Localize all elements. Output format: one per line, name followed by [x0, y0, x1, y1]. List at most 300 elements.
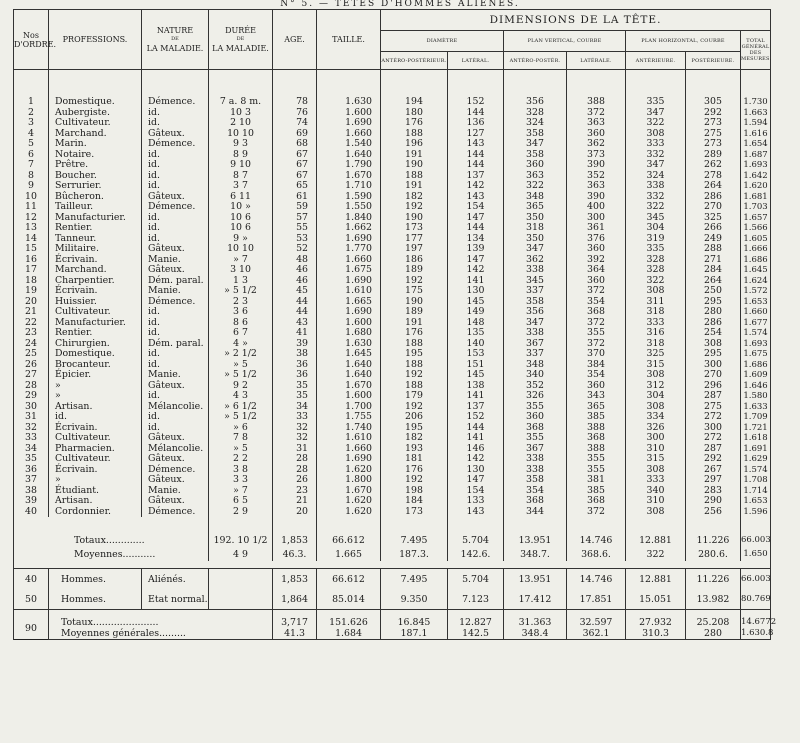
- table-cell: Démence.: [142, 465, 209, 476]
- table-cell: Démence.: [142, 297, 209, 308]
- table-cell: 1.566: [741, 223, 771, 234]
- table-cell: » 5: [209, 360, 273, 371]
- table-cell: 308: [626, 402, 686, 413]
- table-cell: 6 5: [209, 496, 273, 507]
- table-cell: 142: [448, 454, 504, 465]
- table-cell: 4: [14, 129, 49, 140]
- table-cell: » 6: [209, 423, 273, 434]
- table-cell: Bûcheron.: [49, 192, 142, 203]
- table-cell: 1.574: [741, 465, 771, 476]
- table-cell: 67: [273, 171, 317, 182]
- table-cell: 25: [14, 349, 49, 360]
- table-cell: 9 »: [209, 234, 273, 245]
- table-cell: 311: [626, 297, 686, 308]
- table-cell: 355: [504, 402, 567, 413]
- table-cell: 188: [381, 360, 448, 371]
- table-cell: Écrivain.: [49, 423, 142, 434]
- table-cell: 21: [273, 496, 317, 507]
- comparison-row: 50 Hommes. Etat normal. 1,864 85.014 9.350 7.123 17.412 17.851 15.051 13.982 80.769: [14, 589, 771, 610]
- table-cell: 333: [626, 139, 686, 150]
- table-cell: 326: [504, 391, 567, 402]
- table-cell: 2: [14, 108, 49, 119]
- table-cell: 190: [381, 297, 448, 308]
- table-caption: N° 5. — TÊTES D'HOMMES ALIÉNÉS.: [280, 0, 520, 9]
- table-cell: 10 3: [209, 108, 273, 119]
- table-cell: 354: [567, 297, 626, 308]
- table-cell: 300: [567, 213, 626, 224]
- table-cell: Démence.: [142, 202, 209, 213]
- table-cell: 191: [381, 181, 448, 192]
- table-cell: 78: [273, 70, 317, 108]
- table-cell: Gâteux.: [142, 192, 209, 203]
- table-cell: 340: [504, 370, 567, 381]
- table-cell: 27: [14, 370, 49, 381]
- table-cell: 286: [686, 192, 741, 203]
- table-cell: Tailleur.: [49, 202, 142, 213]
- table-cell: 1.620: [317, 465, 381, 476]
- table-cell: 130: [448, 286, 504, 297]
- table-row: [14, 370, 771, 381]
- table-cell: 3 7: [209, 181, 273, 192]
- table-cell: 38: [14, 486, 49, 497]
- header-taille: TAILLE.: [317, 10, 381, 70]
- table-cell: »: [49, 381, 142, 392]
- table-cell: 1.610: [317, 286, 381, 297]
- table-cell: 35: [14, 454, 49, 465]
- table-cell: 45: [273, 286, 317, 297]
- table-cell: 1.596: [741, 507, 771, 518]
- table-cell: 1.708: [741, 475, 771, 486]
- table-cell: 14: [14, 234, 49, 245]
- table-cell: 1.630: [317, 339, 381, 350]
- table-cell: 358: [504, 475, 567, 486]
- table-cell: 191: [381, 150, 448, 161]
- table-cell: 16: [14, 255, 49, 266]
- table-cell: 362: [504, 255, 567, 266]
- table-cell: 38: [273, 349, 317, 360]
- table-cell: 1.660: [317, 129, 381, 140]
- table-cell: 1.690: [317, 234, 381, 245]
- table-cell: 1.620: [317, 507, 381, 518]
- header-antero-posterieur: ANTÉRO-POSTÉRIEUR.: [381, 52, 448, 70]
- table-cell: 57: [273, 213, 317, 224]
- table-cell: 338: [626, 181, 686, 192]
- table-cell: 1.600: [317, 108, 381, 119]
- table-cell: 9 2: [209, 381, 273, 392]
- table-cell: Cordonnier.: [49, 507, 142, 518]
- table-cell: 360: [504, 412, 567, 423]
- table-cell: 1.670: [317, 486, 381, 497]
- table-row: [14, 433, 771, 444]
- table-row: [14, 391, 771, 402]
- table-cell: Manie.: [142, 286, 209, 297]
- table-cell: 328: [626, 265, 686, 276]
- table-cell: Dém. paral.: [142, 276, 209, 287]
- moyennes-ap: 187.3.: [381, 547, 448, 561]
- table-cell: 21: [14, 307, 49, 318]
- table-cell: 385: [567, 486, 626, 497]
- table-cell: 147: [448, 255, 504, 266]
- table-cell: Militaire.: [49, 244, 142, 255]
- table-cell: 1.665: [317, 297, 381, 308]
- comparison-row: 40 Hommes. Aliénés. 1,853 66.612 7.495 5.704 13.951 14.746 12.881 11.226 66.003: [14, 569, 771, 590]
- table-cell: 9 10: [209, 160, 273, 171]
- table-cell: Cultivateur.: [49, 307, 142, 318]
- table-cell: 3 8: [209, 465, 273, 476]
- table-cell: 197: [381, 244, 448, 255]
- table-cell: 2 2: [209, 454, 273, 465]
- table-cell: 143: [448, 192, 504, 203]
- table-cell: 355: [567, 454, 626, 465]
- table-cell: 35: [273, 381, 317, 392]
- table-cell: 2 9: [209, 507, 273, 518]
- table-cell: 1.686: [741, 360, 771, 371]
- table-cell: 365: [567, 402, 626, 413]
- table-cell: 8 7: [209, 171, 273, 182]
- table-cell: 35: [273, 391, 317, 402]
- table-cell: 333: [626, 475, 686, 486]
- totals-label: Totaux.............: [14, 517, 209, 547]
- table-cell: 1.663: [741, 108, 771, 119]
- table-cell: 2 10: [209, 118, 273, 129]
- table-cell: 67: [273, 150, 317, 161]
- table-cell: 1.693: [741, 339, 771, 350]
- table-cell: 267: [686, 465, 741, 476]
- table-cell: 1.681: [741, 192, 771, 203]
- table-cell: 262: [686, 160, 741, 171]
- table-cell: 10 10: [209, 244, 273, 255]
- table-cell: Démence.: [142, 139, 209, 150]
- table-cell: 153: [448, 349, 504, 360]
- table-cell: 8 6: [209, 318, 273, 329]
- table-cell: 148: [448, 318, 504, 329]
- table-cell: 191: [381, 318, 448, 329]
- table-cell: 195: [381, 423, 448, 434]
- table-cell: 68: [273, 139, 317, 150]
- table-cell: 348: [504, 360, 567, 371]
- table-cell: 149: [448, 307, 504, 318]
- table-cell: 345: [626, 213, 686, 224]
- table-cell: 127: [448, 129, 504, 140]
- table-row: [14, 349, 771, 360]
- table-cell: 28: [273, 454, 317, 465]
- table-cell: 381: [567, 475, 626, 486]
- table-row: [14, 160, 771, 171]
- table-cell: 1.690: [317, 454, 381, 465]
- table-cell: 1: [14, 70, 49, 108]
- table-cell: 33: [14, 433, 49, 444]
- table-cell: 3 6: [209, 307, 273, 318]
- table-cell: 1.654: [741, 139, 771, 150]
- table-cell: 400: [567, 202, 626, 213]
- table-cell: 182: [381, 192, 448, 203]
- table-cell: 10 10: [209, 129, 273, 140]
- table-cell: 34: [14, 444, 49, 455]
- table-cell: 273: [686, 118, 741, 129]
- table-row: [14, 307, 771, 318]
- table-cell: id.: [142, 181, 209, 192]
- table-cell: 347: [504, 244, 567, 255]
- table-cell: » 7: [209, 255, 273, 266]
- table-cell: 284: [686, 265, 741, 276]
- table-cell: 141: [448, 433, 504, 444]
- table-cell: Huissier.: [49, 297, 142, 308]
- table-cell: 69: [273, 129, 317, 140]
- table-cell: 1.690: [317, 118, 381, 129]
- table-cell: 1.653: [741, 297, 771, 308]
- header-total: TOTAL GÉNÉRAL DES MESURES.: [741, 31, 771, 70]
- header-antero-poster: ANTÉRO-POSTÉR.: [504, 52, 567, 70]
- table-cell: »: [49, 475, 142, 486]
- table-cell: 328: [504, 108, 567, 119]
- table-cell: 32: [273, 423, 317, 434]
- grand-moyennes-row: Moyennes générales......... 41.3 1.684 187.1 142.5 348.4 362.1 310.3 280 1.630.8: [14, 628, 771, 640]
- table-cell: 388: [567, 444, 626, 455]
- table-cell: 367: [504, 339, 567, 350]
- table-cell: 368: [504, 496, 567, 507]
- table-cell: 1.633: [741, 402, 771, 413]
- table-cell: Manie.: [142, 370, 209, 381]
- table-cell: 1.755: [317, 412, 381, 423]
- table-cell: 1.800: [317, 475, 381, 486]
- table-cell: 392: [567, 255, 626, 266]
- table-cell: Gâteux.: [142, 433, 209, 444]
- table-cell: 136: [448, 118, 504, 129]
- table-cell: 308: [626, 507, 686, 518]
- table-cell: 20: [14, 297, 49, 308]
- totals-duree: 192. 10 1/2: [209, 517, 273, 547]
- table-cell: 28: [14, 381, 49, 392]
- table-cell: 151: [448, 360, 504, 371]
- table-cell: 295: [686, 349, 741, 360]
- table-cell: 310: [626, 444, 686, 455]
- table-cell: 134: [448, 234, 504, 245]
- table-cell: 373: [567, 150, 626, 161]
- table-cell: 325: [626, 349, 686, 360]
- table-cell: 343: [567, 391, 626, 402]
- table-row: [14, 223, 771, 234]
- table-cell: 13: [14, 223, 49, 234]
- table-cell: 55: [273, 223, 317, 234]
- table-cell: 1.540: [317, 139, 381, 150]
- table-cell: 1.550: [317, 202, 381, 213]
- table-cell: 1.630: [317, 70, 381, 108]
- table-cell: 1.693: [741, 160, 771, 171]
- table-row: [14, 328, 771, 339]
- table-cell: 147: [448, 475, 504, 486]
- measurements-table: [13, 9, 777, 640]
- table-cell: 184: [381, 496, 448, 507]
- header-laterale: LATÉRALE.: [567, 52, 626, 70]
- table-cell: 297: [686, 475, 741, 486]
- table-cell: 1.677: [741, 318, 771, 329]
- table-cell: 350: [504, 213, 567, 224]
- table-cell: » 7: [209, 486, 273, 497]
- table-cell: 39: [14, 496, 49, 507]
- table-cell: 376: [567, 234, 626, 245]
- table-cell: 189: [381, 307, 448, 318]
- table-cell: 140: [448, 339, 504, 350]
- table-cell: 145: [448, 297, 504, 308]
- table-cell: 39: [273, 339, 317, 350]
- moyennes-lat: 142.6.: [448, 547, 504, 561]
- table-cell: 286: [686, 318, 741, 329]
- table-cell: id.: [142, 118, 209, 129]
- table-cell: Aubergiste.: [49, 108, 142, 119]
- table-cell: 272: [686, 412, 741, 423]
- table-cell: 335: [626, 70, 686, 108]
- table-cell: 139: [448, 244, 504, 255]
- table-cell: 143: [448, 139, 504, 150]
- table-cell: 338: [504, 454, 567, 465]
- table-cell: 1.640: [317, 370, 381, 381]
- table-cell: 272: [686, 433, 741, 444]
- table-cell: Manie.: [142, 255, 209, 266]
- table-cell: 33: [273, 412, 317, 423]
- table-cell: 1.590: [317, 192, 381, 203]
- table-cell: id.: [142, 360, 209, 371]
- table-cell: 308: [626, 286, 686, 297]
- table-cell: 384: [567, 360, 626, 371]
- table-cell: Dém. paral.: [142, 339, 209, 350]
- table-cell: 176: [381, 465, 448, 476]
- table-cell: 358: [504, 150, 567, 161]
- table-cell: 1.721: [741, 423, 771, 434]
- table-cell: 340: [626, 486, 686, 497]
- table-cell: 31: [14, 412, 49, 423]
- table-cell: 292: [686, 454, 741, 465]
- table-cell: Notaire.: [49, 150, 142, 161]
- table-cell: 1.660: [317, 444, 381, 455]
- table-cell: 8 9: [209, 150, 273, 161]
- table-cell: 361: [567, 223, 626, 234]
- table-cell: 141: [448, 276, 504, 287]
- table-cell: 44: [273, 297, 317, 308]
- table-cell: 173: [381, 507, 448, 518]
- table-cell: 1.620: [317, 496, 381, 507]
- table-cell: 144: [448, 423, 504, 434]
- table-cell: 1.710: [317, 181, 381, 192]
- table-cell: 390: [567, 192, 626, 203]
- table-cell: 332: [626, 150, 686, 161]
- table-row: [14, 265, 771, 276]
- table-cell: Chirurgien.: [49, 339, 142, 350]
- table-row: [14, 202, 771, 213]
- table-row: [14, 454, 771, 465]
- summary-rows: [14, 517, 777, 640]
- table-cell: 1.666: [741, 244, 771, 255]
- table-cell: » 5 1/2: [209, 286, 273, 297]
- table-cell: 26: [14, 360, 49, 371]
- table-cell: 173: [381, 223, 448, 234]
- table-cell: 195: [381, 349, 448, 360]
- table-cell: 271: [686, 255, 741, 266]
- table-cell: 130: [448, 465, 504, 476]
- table-cell: 300: [686, 423, 741, 434]
- totals-pv-ap: 13.951: [504, 517, 567, 547]
- table-cell: 36: [273, 370, 317, 381]
- table-cell: 46: [273, 265, 317, 276]
- table-cell: 206: [381, 412, 448, 423]
- table-cell: 278: [686, 171, 741, 182]
- table-cell: Épicier.: [49, 370, 142, 381]
- table-cell: 181: [381, 454, 448, 465]
- table-cell: » 5: [209, 444, 273, 455]
- table-cell: 333: [626, 318, 686, 329]
- table-cell: 1.662: [317, 223, 381, 234]
- table-cell: Rentier.: [49, 328, 142, 339]
- table-cell: 7 a. 8 m.: [209, 70, 273, 108]
- table-cell: 186: [381, 255, 448, 266]
- table-cell: 1.609: [741, 370, 771, 381]
- table-cell: 41: [273, 328, 317, 339]
- table-cell: 372: [567, 507, 626, 518]
- table-cell: 152: [448, 70, 504, 108]
- table-cell: 337: [504, 286, 567, 297]
- table-cell: 1.640: [317, 150, 381, 161]
- header-dimensions: DIMENSIONS DE LA TÊTE.: [381, 10, 771, 31]
- table-cell: 175: [381, 286, 448, 297]
- totals-lat: 5.704: [448, 517, 504, 547]
- table-cell: 1.645: [317, 349, 381, 360]
- table-cell: 67: [273, 160, 317, 171]
- table-cell: 310: [626, 496, 686, 507]
- table-cell: 388: [567, 423, 626, 434]
- table-cell: id.: [142, 318, 209, 329]
- table-cell: 287: [686, 444, 741, 455]
- table-cell: Domestique.: [49, 70, 142, 108]
- table-cell: Rentier.: [49, 223, 142, 234]
- table-cell: 273: [686, 139, 741, 150]
- table-cell: Mélancolie.: [142, 444, 209, 455]
- table-cell: 10 »: [209, 202, 273, 213]
- table-cell: 1.605: [741, 234, 771, 245]
- table-cell: 1.572: [741, 286, 771, 297]
- totals-pv-lat: 14.746: [567, 517, 626, 547]
- table-cell: 355: [504, 433, 567, 444]
- table-cell: 15: [14, 244, 49, 255]
- table-cell: id.: [142, 349, 209, 360]
- table-cell: 308: [626, 370, 686, 381]
- table-cell: 65: [273, 181, 317, 192]
- table-cell: 360: [567, 244, 626, 255]
- table-cell: 325: [686, 213, 741, 224]
- table-cell: 1.574: [741, 328, 771, 339]
- table-cell: 180: [381, 108, 448, 119]
- table-cell: 1.616: [741, 129, 771, 140]
- table-cell: 292: [686, 108, 741, 119]
- table-cell: 10 6: [209, 213, 273, 224]
- header-anterieure: ANTÉRIEURE.: [626, 52, 686, 70]
- table-cell: 142: [448, 265, 504, 276]
- table-cell: 363: [504, 171, 567, 182]
- table-cell: 36: [14, 465, 49, 476]
- header-nature: NATURE DE LA MALADIE.: [142, 10, 209, 70]
- table-cell: 365: [504, 202, 567, 213]
- table-cell: 1.680: [317, 328, 381, 339]
- table-cell: 10: [14, 192, 49, 203]
- table-cell: 137: [448, 402, 504, 413]
- table-cell: 177: [381, 234, 448, 245]
- table-cell: 360: [567, 381, 626, 392]
- table-cell: 1.686: [741, 255, 771, 266]
- table-cell: 354: [567, 370, 626, 381]
- table-cell: Marchand.: [49, 265, 142, 276]
- table-cell: 352: [504, 381, 567, 392]
- table-cell: 355: [567, 328, 626, 339]
- table-cell: 1.690: [317, 276, 381, 287]
- table-cell: Gâteux.: [142, 265, 209, 276]
